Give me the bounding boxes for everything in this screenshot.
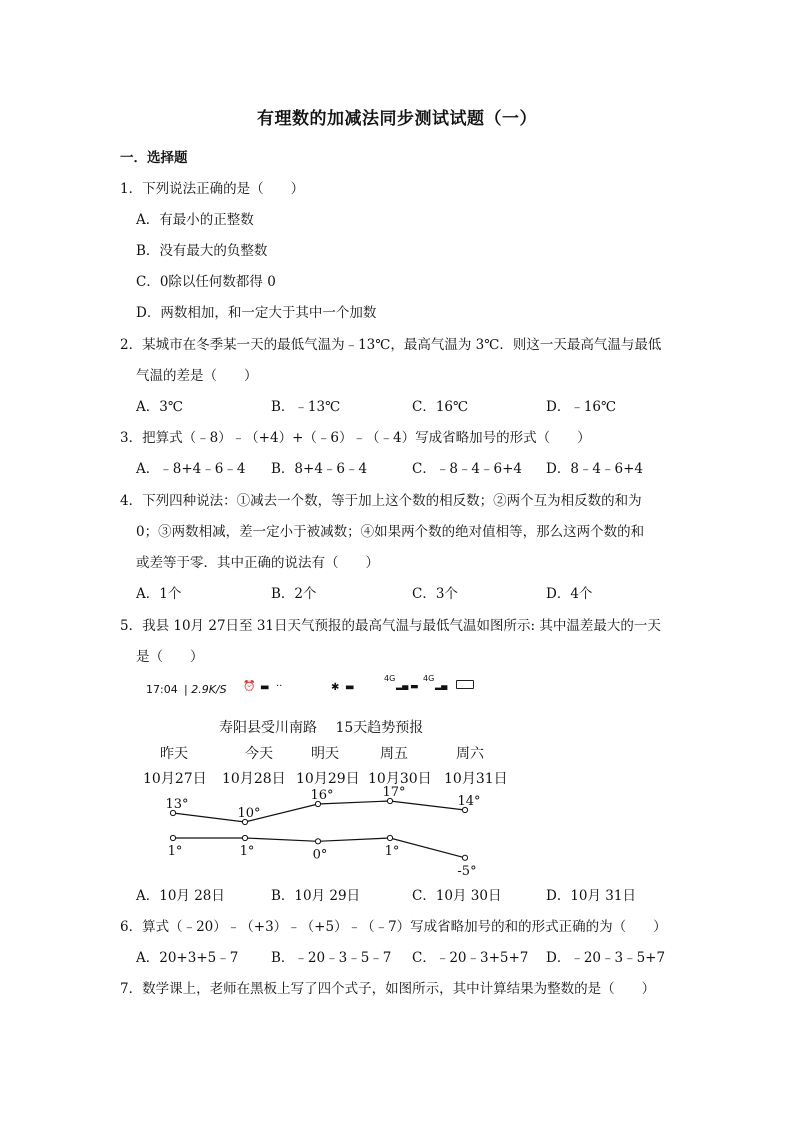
high-temperature-label: 10°	[237, 806, 261, 821]
low-temperature-point	[170, 835, 175, 840]
forecast-date: 10月29日	[296, 771, 360, 787]
question-1-stem: 1．下列说法正确的是（ ）	[120, 181, 305, 197]
day-name: 明天	[311, 746, 339, 762]
hd-icon: ▬	[410, 682, 419, 692]
section-heading: 一．选择题	[120, 150, 188, 166]
question-4-stem-line-1: 4．下列四种说法：①减去一个数，等于加上这个数的相反数；②两个互为相反数的和为	[120, 493, 642, 509]
low-temperature-point	[387, 835, 392, 840]
network-4g-label-2: 4G	[423, 674, 435, 683]
forecast-date: 10月28日	[222, 771, 286, 787]
question-3-option-c: C．﹣8﹣4﹣6+4	[412, 461, 522, 477]
bluetooth-icon: ✱	[331, 682, 340, 693]
question-2-option-d: D．﹣16℃	[546, 399, 617, 415]
question-5-stem-line-2: 是（ ）	[136, 649, 204, 665]
question-1-option-d: D．两数相加，和一定大于其中一个加数	[136, 305, 377, 321]
page-title: 有理数的加减法同步测试试题（一）	[257, 109, 537, 129]
question-4-option-b: B．2个	[271, 586, 317, 602]
question-4-stem-line-2: 0；③两数相减，差一定小于被减数；④如果两个数的绝对值相等，那么这两个数的和	[136, 524, 645, 540]
question-1-option-a: A．有最小的正整数	[136, 212, 254, 228]
question-5-option-d: D．10月 31日	[546, 888, 636, 904]
forecast-date: 10月27日	[143, 771, 207, 787]
day-name: 周五	[380, 746, 408, 762]
question-1-option-b: B．没有最大的负整数	[136, 243, 268, 259]
high-temperature-label: 17°	[382, 785, 406, 800]
forecast-heading: 寿阳县受川南路 15天趋势预报	[219, 720, 424, 736]
question-6-stem: 6．算式（﹣20）﹣（+3）﹣（+5）﹣（﹣7）写成省略加号的和的形式正确的为（ ）	[120, 919, 667, 935]
day-name: 周六	[456, 746, 484, 762]
question-5-option-b: B．10月 29日	[271, 888, 361, 904]
question-3-option-a: A．﹣8+4﹣6﹣4	[136, 461, 246, 477]
day-name: 昨天	[160, 746, 188, 762]
question-2-stem-line-2: 气温的差是（ ）	[136, 368, 258, 384]
question-2-option-c: C．16℃	[412, 399, 469, 415]
question-3-option-b: B．8+4﹣6﹣4	[271, 461, 368, 477]
question-2-option-a: A．3℃	[136, 399, 183, 415]
low-temperature-point	[462, 855, 467, 860]
low-temperature-label: 1°	[167, 844, 183, 859]
signal-icon-1: ▂▄	[396, 681, 409, 690]
forecast-date: 10月31日	[444, 771, 508, 787]
high-temperature-label: 16°	[310, 788, 334, 803]
question-7-stem: 7．数学课上，老师在黑板上写了四个式子，如图所示，其中计算结果为整数的是（ ）	[120, 981, 656, 997]
battery-icon	[456, 680, 474, 689]
question-5-stem-line-1: 5．我县 10月 27日至 31日天气预报的最高气温与最低气温如图所示: 其中温差最大的一天	[120, 618, 661, 634]
question-4-stem-line-3: 或差等于零．其中正确的说法有（ ）	[136, 555, 379, 571]
signal-icon-2: ▂▄	[435, 681, 448, 690]
question-6-option-b: B．﹣20﹣3﹣5﹣7	[271, 950, 392, 966]
low-temperature-label: -5°	[457, 863, 477, 879]
question-5-option-a: A．10月 28日	[136, 888, 225, 904]
question-2-stem-line-1: 2．某城市在冬季某一天的最低气温为﹣13℃，最高气温为 3℃．则这一天最高气温与最低	[120, 337, 662, 353]
forecast-date: 10月30日	[368, 771, 432, 787]
status-speed: | 2.9K/S	[184, 683, 227, 696]
question-3-stem: 3．把算式（﹣8）﹣（+4）+（﹣6）﹣（﹣4）写成省略加号的形式（ ）	[120, 430, 591, 446]
low-temperature-point	[315, 839, 320, 844]
message-icon: ▬	[260, 682, 270, 693]
question-4-option-c: C．3个	[412, 586, 458, 602]
temperature-chart	[140, 785, 500, 879]
network-4g-label-1: 4G	[384, 674, 396, 683]
question-2-option-b: B．﹣13℃	[271, 399, 341, 415]
low-temperature-label: 1°	[239, 844, 255, 859]
low-temperature-point	[242, 835, 247, 840]
status-time: 17:04	[146, 683, 178, 696]
question-5-option-c: C．10月 30日	[412, 888, 502, 904]
question-6-option-a: A．20+3+5﹣7	[136, 950, 239, 966]
low-temperature-label: 1°	[384, 844, 400, 859]
more-dots-icon: ··	[276, 681, 283, 692]
low-temperature-label: 0°	[312, 847, 328, 863]
high-temperature-label: 14°	[457, 794, 481, 809]
vibrate-icon: ▬	[345, 682, 355, 693]
question-6-option-d: D．﹣20﹣3﹣5+7	[546, 950, 666, 966]
question-6-option-c: C．﹣20﹣3+5+7	[412, 950, 529, 966]
high-temperature-label: 13°	[165, 797, 189, 812]
question-4-option-d: D．4个	[546, 586, 593, 602]
day-name: 今天	[245, 746, 273, 762]
question-4-option-a: A．1个	[136, 586, 182, 602]
question-1-option-c: C．0除以任何数都得 0	[136, 274, 276, 290]
alarm-icon: ⏰	[243, 681, 256, 692]
question-3-option-d: D．8﹣4﹣6+4	[546, 461, 643, 477]
